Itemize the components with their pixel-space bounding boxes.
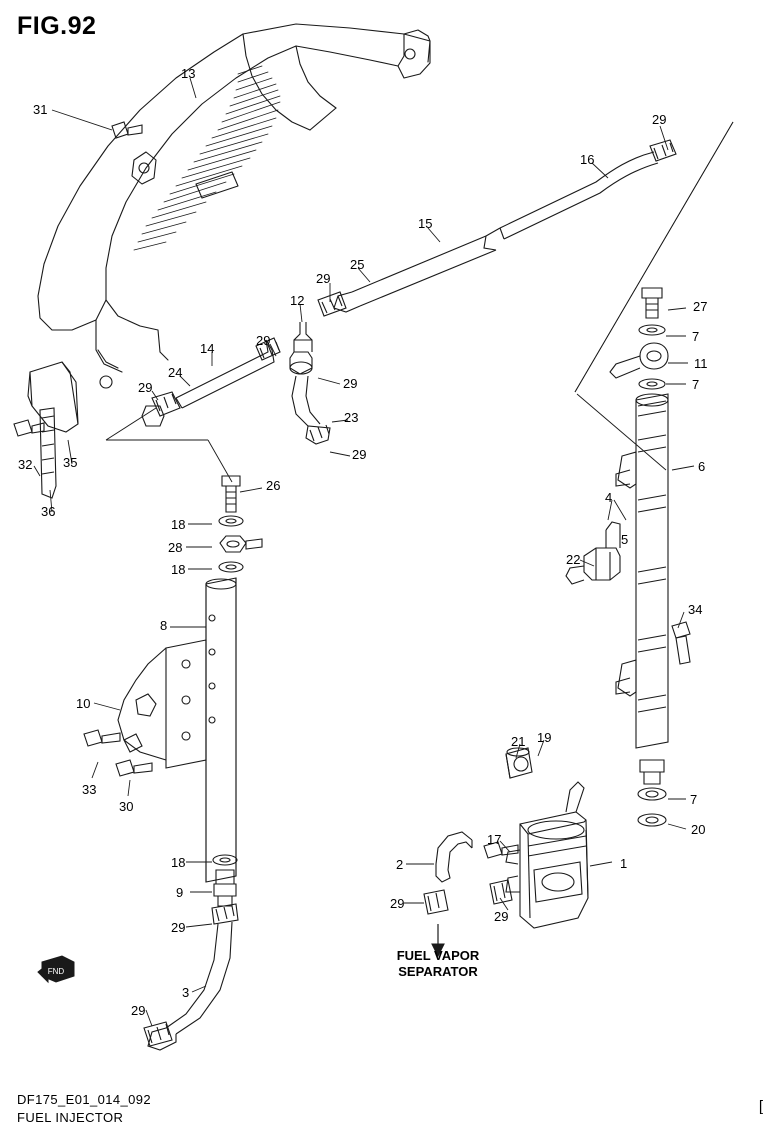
callout-number: 32 [18, 457, 33, 472]
figure-title: FIG.92 [17, 12, 97, 40]
callout-number: 29 [494, 909, 509, 924]
callout-number: 36 [41, 504, 56, 519]
callout-number: 3 [182, 985, 190, 1000]
callout-number: 29 [138, 380, 153, 395]
callout-number: 2 [396, 857, 404, 872]
callout-number: 33 [82, 782, 97, 797]
callout-number: 24 [168, 365, 183, 380]
callout-number: 14 [200, 341, 215, 356]
callout-number: 9 [176, 885, 184, 900]
fuel-vapor-separator-line1: FUEL VAPOR [396, 948, 480, 963]
callout-number: 22 [566, 552, 581, 567]
callout-number: 29 [131, 1003, 146, 1018]
figure-footer-name: FUEL INJECTOR [17, 1110, 124, 1125]
callout-number: 19 [537, 730, 552, 745]
callout-number: 12 [290, 293, 305, 308]
callout-number: 29 [352, 447, 367, 462]
callout-number: 25 [350, 257, 365, 272]
callout-number: 5 [621, 532, 629, 547]
callout-number: 18 [171, 855, 186, 870]
callout-number: 6 [698, 459, 706, 474]
callout-number: 29 [316, 271, 331, 286]
callout-number: 34 [688, 602, 703, 617]
callout-number: 31 [33, 102, 48, 117]
callout-number: 16 [580, 152, 595, 167]
callout-number: 29 [171, 920, 186, 935]
figure-footer-code: DF175_E01_014_092 [17, 1092, 152, 1107]
callout-number: 28 [168, 540, 183, 555]
callout-number: 29 [256, 333, 271, 348]
callout-number: 11 [694, 356, 708, 371]
callout-number: 30 [119, 799, 134, 814]
callout-number: 13 [181, 66, 196, 81]
callout-number: 10 [76, 696, 91, 711]
callout-number: 18 [171, 562, 186, 577]
svg-text:FND: FND [47, 967, 65, 976]
callout-number: 7 [690, 792, 698, 807]
callout-number: 20 [691, 822, 706, 837]
callout-number: 27 [693, 299, 708, 314]
fuel-vapor-separator-label [383, 948, 493, 980]
callout-number: 7 [692, 329, 700, 344]
callout-number: 29 [390, 896, 405, 911]
fuel-vapor-separator-line2: SEPARATOR [398, 964, 478, 979]
callout-number: 26 [266, 478, 281, 493]
corner-bracket-mark: [ [758, 1098, 763, 1115]
callout-number: 15 [418, 216, 433, 231]
callout-number: 1 [620, 856, 628, 871]
callout-number: 29 [652, 112, 667, 127]
callout-number: 29 [343, 376, 358, 391]
callout-number: 7 [692, 377, 700, 392]
callout-number: 21 [511, 734, 526, 749]
callout-number: 18 [171, 517, 186, 532]
callout-number: 23 [344, 410, 359, 425]
callout-number: 17 [487, 832, 502, 847]
callout-number: 35 [63, 455, 78, 470]
callout-number: 4 [605, 490, 613, 505]
callout-number: 8 [160, 618, 168, 633]
